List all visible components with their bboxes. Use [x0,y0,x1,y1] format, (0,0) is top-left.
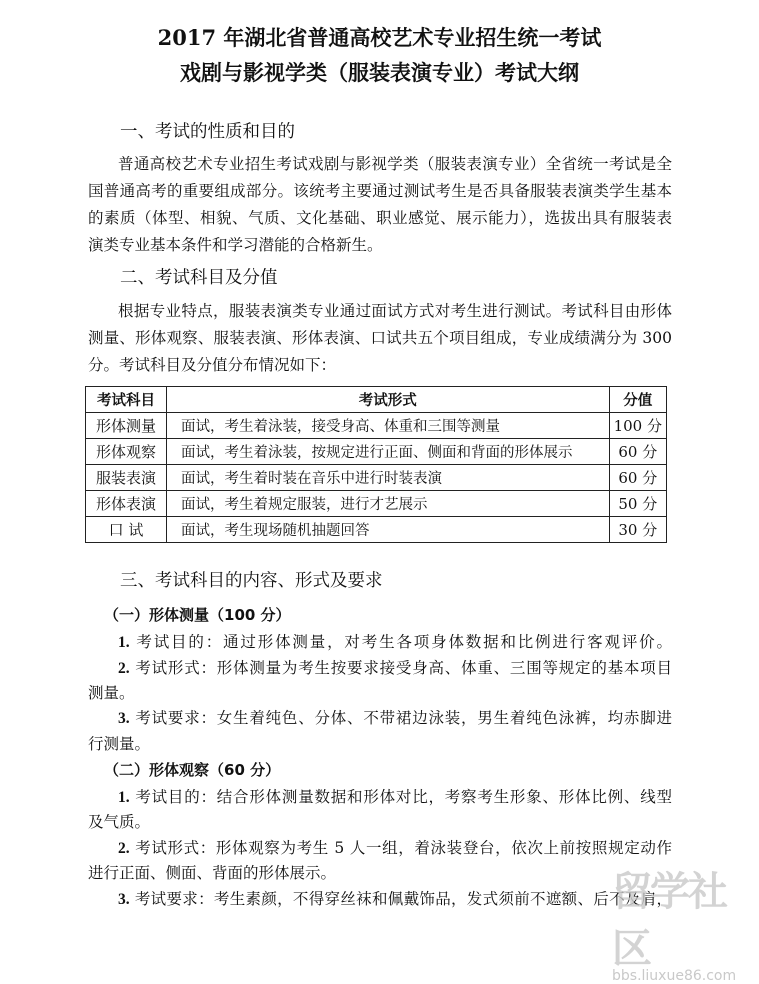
paragraph-line: 测量、形体观察、服装表演、形体表演、口试共五个项目组成，专业成绩满分为 300 [88,329,672,347]
subsection-1-heading: （一）形体测量（100 分） [104,606,291,624]
paragraph-line: 根据专业特点，服装表演类专业通过面试方式对考生进行测试。考试科目由形体 [118,302,672,320]
header-score: 分值 [609,387,666,413]
subsection-2-heading: （二）形体观察（60 分） [104,761,281,779]
item-line: 测量。 [88,684,135,702]
cell-score: 30 分 [609,517,666,543]
item-number: 3. [118,710,130,727]
item-line: 及气质。 [88,813,151,831]
table-row [86,465,667,491]
item-number: 2. [118,660,130,677]
cell-format: 面试，考生着泳装，接受身高、体重和三围等测量 [167,413,610,439]
cell-score: 60 分 [609,465,666,491]
score-table [85,386,667,543]
section-1-heading: 一、考试的性质和目的 [120,122,295,142]
watermark-logo: 留学社区 [612,869,726,972]
cell-score: 100 分 [609,413,666,439]
header-format: 考试形式 [167,387,610,413]
table-header-row [86,387,667,413]
cell-subject: 形体测量 [86,413,167,439]
item-number: 1. [118,634,130,651]
watermark [612,860,759,984]
item-line [118,656,672,678]
item-line: 行测量。 [88,735,151,753]
cell-format: 面试，考生着规定服装，进行才艺展示 [167,491,610,517]
title-line-1: 2017 年湖北省普通高校艺术专业招生统一考试 [157,25,602,50]
item-line [118,785,672,807]
item-line: 进行正面、侧面、背面的形体展示。 [88,864,337,882]
table-row [86,439,667,465]
watermark-url: bbs.liuxue86.com [612,968,737,984]
cell-subject: 形体观察 [86,439,167,465]
paragraph-line: 演类专业基本条件和学习潜能的合格新生。 [88,236,383,254]
item-text: 考试要求：考生素颜，不得穿丝袜和佩戴饰品，发式须前不遮额、后不及肩， [129,890,672,908]
cell-score: 60 分 [609,439,666,465]
item-line [118,887,672,909]
item-line [118,630,672,652]
item-text: 考试目的：结合形体测量数据和形体对比，考察考生形象、形体比例、线型 [129,788,672,806]
item-text: 考试目的：通过形体测量，对考生各项身体数据和比例进行客观评价。 [129,633,672,651]
item-number: 3. [118,891,130,908]
table-row [86,491,667,517]
cell-subject: 口 试 [86,517,167,543]
cell-score: 50 分 [609,491,666,517]
paragraph-line: 分。考试科目及分值分布情况如下： [88,356,337,374]
section-3-heading: 三、考试科目的内容、形式及要求 [120,571,383,591]
cell-format: 面试，考生现场随机抽题回答 [167,517,610,543]
cell-subject: 形体表演 [86,491,167,517]
item-number: 2. [118,840,130,857]
cell-format: 面试，考生着泳装，按规定进行正面、侧面和背面的形体展示 [167,439,610,465]
item-line [118,836,672,858]
paragraph-line: 的素质（体型、相貌、气质、文化基础、职业感觉、展示能力），选拔出具有服装表 [88,209,672,227]
cell-subject: 服装表演 [86,465,167,491]
item-text: 考试要求：女生着纯色、分体、不带裙边泳装，男生着纯色泳裤，均赤脚进 [129,709,672,727]
section-2-heading: 二、考试科目及分值 [120,268,278,288]
title-line-2: 戏剧与影视学类（服装表演专业）考试大纲 [180,60,579,85]
item-number: 1. [118,789,130,806]
paragraph-line: 国普通高考的重要组成部分。该统考主要通过测试考生是否具备服装表演类学生基本 [88,182,672,200]
cell-format: 面试，考生着时装在音乐中进行时装表演 [167,465,610,491]
item-text: 考试形式：形体测量为考生按要求接受身高、体重、三围等规定的基本项目 [129,659,672,677]
item-line [118,706,672,728]
item-text: 考试形式：形体观察为考生 5 人一组，着泳装登台，依次上前按照规定动作 [129,839,672,857]
table-row [86,517,667,543]
header-subject: 考试科目 [86,387,167,413]
paragraph-line: 普通高校艺术专业招生考试戏剧与影视学类（服装表演专业）全省统一考试是全 [118,155,672,173]
table-row [86,413,667,439]
